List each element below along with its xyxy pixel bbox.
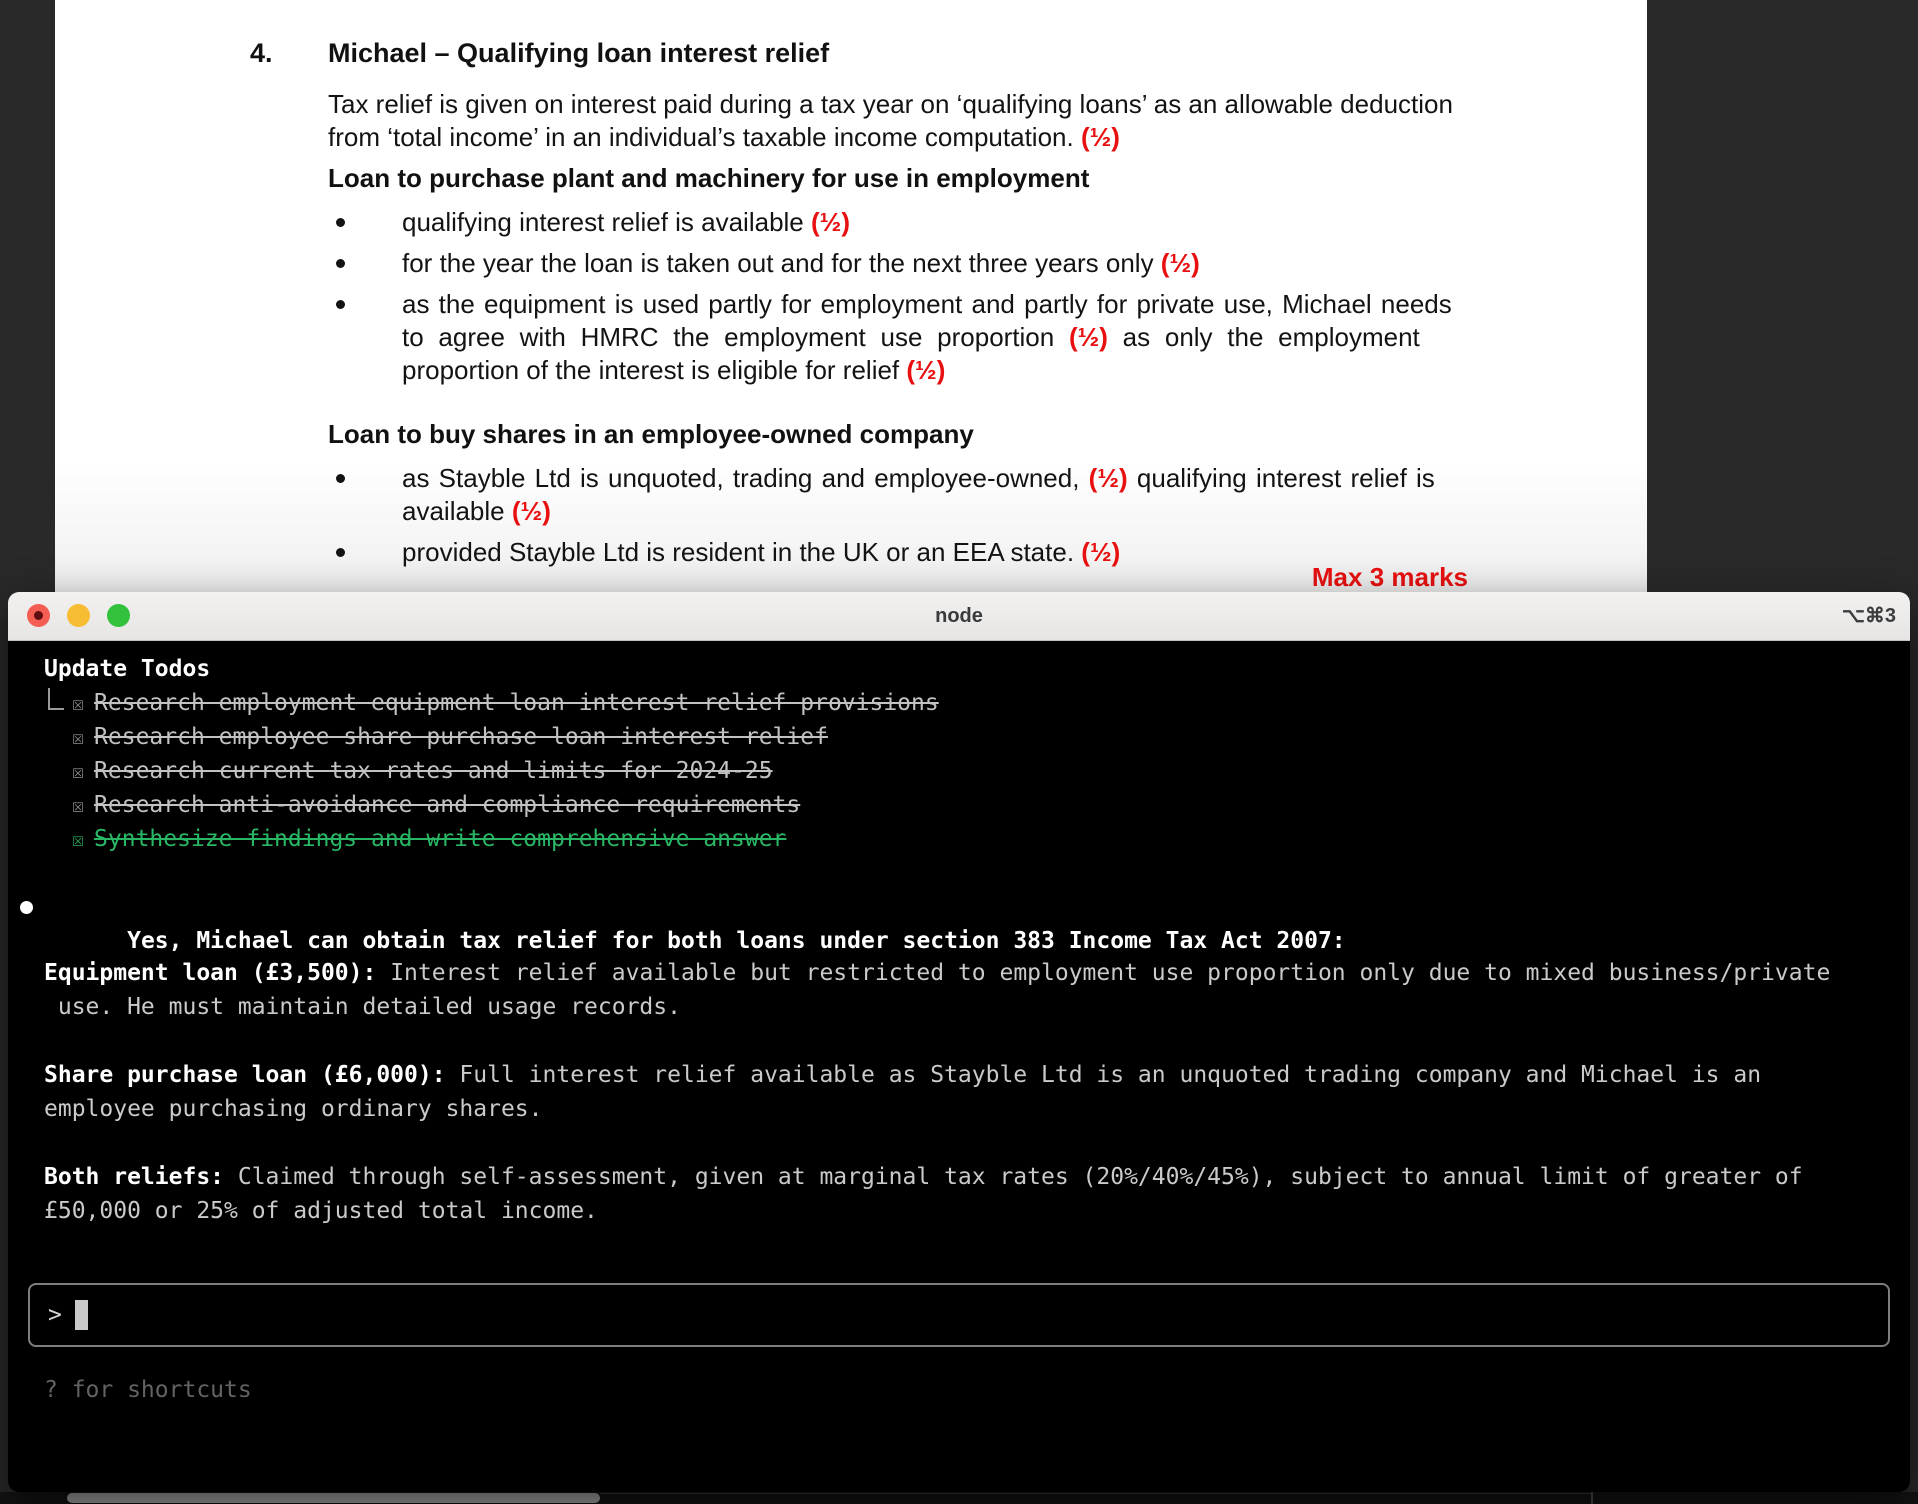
text-segment: from ‘total income’ in an individual’s taxable income computation.	[328, 122, 1081, 152]
document-body	[328, 88, 1468, 577]
window-shortcut-label: ⌥⌘3	[1841, 605, 1896, 627]
answer-lead: Share purchase loan (£6,000):	[44, 1062, 446, 1088]
tool-call-header: Update Todos	[44, 656, 211, 682]
todo-item	[44, 822, 1910, 856]
text-segment: Full interest relief available as Stayble Ltd is an unquoted trading company and Michael is an	[445, 1062, 1762, 1088]
document-page	[55, 0, 1647, 592]
checkbox-checked-icon: ☒	[72, 827, 85, 851]
max-marks-label: Max 3 marks	[1311, 562, 1468, 592]
terminal-line	[44, 1160, 1910, 1194]
todo-label: Synthesize findings and write comprehensive answer	[94, 826, 787, 852]
terminal-titlebar[interactable]	[8, 592, 1910, 641]
text-segment: £50,000 or 25% of adjusted total income.	[44, 1198, 598, 1224]
window-title: node	[935, 605, 983, 627]
window-divider-line	[1591, 1492, 1593, 1504]
mark-annotation: (½)	[811, 207, 850, 237]
mark-annotation: (½)	[1068, 322, 1108, 352]
answer-paragraph	[44, 1160, 1910, 1228]
todo-item	[44, 686, 1910, 720]
text-segment: Claimed through self-assessment, given at marginal tax rates (20%/40%/45%), subject to annual limit of greater of	[224, 1164, 1803, 1190]
todo-label: Research current tax rates and limits for 2024-25	[94, 758, 773, 784]
response-heading: Yes, Michael can obtain tax relief for both loans under section 383 Income Tax Act 2007:	[127, 928, 1346, 954]
text-segment: as the equipment is used partly for employment and partly for private use, Michael needs	[402, 289, 1452, 319]
checkbox-checked-icon: ☒	[72, 725, 85, 749]
text-segment: Interest relief available but restricted to employment use proportion only due to mixed business/private	[376, 960, 1831, 986]
bullet-dot-icon	[336, 259, 345, 268]
todo-label: Research employee share purchase loan interest relief	[94, 724, 828, 750]
answer-lead: Equipment loan (£3,500):	[44, 960, 377, 986]
bullet-item	[328, 247, 1468, 280]
answer-lead: Both reliefs:	[44, 1164, 225, 1190]
question-title: Michael – Qualifying loan interest relief	[328, 38, 830, 68]
bullet-text	[402, 247, 1468, 280]
answer-paragraph	[44, 956, 1910, 1024]
bullet-text	[402, 288, 1468, 387]
horizontal-scrollbar-thumb[interactable]	[67, 1493, 600, 1503]
terminal-line	[44, 956, 1910, 990]
todo-label: Research employment equipment loan interest relief provisions	[94, 690, 939, 716]
doc-line	[402, 462, 1468, 495]
terminal-window	[8, 592, 1910, 1492]
terminal-line	[44, 1092, 1910, 1126]
text-cursor-icon	[75, 1300, 88, 1330]
bullet-dot-icon	[336, 548, 345, 557]
answer-paragraph	[44, 1058, 1910, 1126]
doc-line	[402, 288, 1468, 321]
scrollbar-track	[600, 1493, 1591, 1494]
todo-item	[44, 720, 1910, 754]
todo-item	[44, 754, 1910, 788]
terminal-content	[8, 640, 1910, 1492]
section-heading: Loan to buy shares in an employee-owned company	[328, 419, 974, 449]
text-segment: qualifying interest relief is	[1127, 463, 1435, 493]
text-segment: qualifying interest relief is available	[402, 207, 811, 237]
checkbox-checked-icon: ☒	[72, 759, 85, 783]
doc-line	[328, 88, 1468, 121]
bullet-item	[328, 462, 1468, 528]
checkbox-checked-icon: ☒	[72, 691, 85, 715]
text-segment: employee purchasing ordinary shares.	[44, 1096, 543, 1122]
mark-annotation: (½)	[1088, 463, 1128, 493]
terminal-line	[44, 1194, 1910, 1228]
bullet-dot-icon	[336, 300, 345, 309]
doc-line	[402, 354, 1468, 387]
text-segment: proportion of the interest is eligible for relief	[402, 355, 907, 385]
doc-line	[402, 321, 1468, 354]
response-bullet-icon	[20, 901, 33, 914]
answer-paragraphs	[44, 956, 1910, 1228]
mark-annotation: (½)	[511, 496, 551, 526]
doc-intro-paragraph	[328, 88, 1468, 154]
todo-label: Research anti-avoidance and compliance requirements	[94, 792, 801, 818]
section-heading: Loan to purchase plant and machinery for use in employment	[328, 163, 1090, 193]
bullet-dot-icon	[336, 474, 345, 483]
doc-line	[328, 121, 1468, 154]
terminal-line	[44, 1058, 1910, 1092]
checkbox-checked-icon: ☒	[72, 793, 85, 817]
mark-annotation: (½)	[1081, 537, 1121, 567]
question-number: 4.	[250, 38, 273, 68]
doc-line	[402, 495, 1468, 528]
bullet-dot-icon	[336, 218, 345, 227]
bullet-item	[328, 206, 1468, 239]
bullet-text	[402, 462, 1468, 528]
bullet-text	[402, 206, 1468, 239]
text-segment: as only the employment	[1107, 322, 1420, 352]
response-heading-line	[44, 890, 1910, 954]
text-segment: for the year the loan is taken out and for the next three years only	[402, 248, 1161, 278]
text-segment: to agree with HMRC the employment use proportion	[402, 322, 1069, 352]
text-segment: as Stayble Ltd is unquoted, trading and employee-owned,	[402, 463, 1089, 493]
text-segment: Tax relief is given on interest paid during a tax year on ‘qualifying loans’ as an allowable deduction	[328, 89, 1453, 119]
text-segment: available	[402, 496, 512, 526]
bullet-item	[328, 288, 1468, 387]
doc-line	[402, 247, 1468, 280]
shortcuts-hint: ? for shortcuts	[44, 1377, 252, 1403]
prompt-input[interactable]	[28, 1283, 1890, 1347]
doc-line	[402, 206, 1468, 239]
text-segment: use. He must maintain detailed usage records.	[44, 994, 681, 1020]
terminal-line	[44, 990, 1910, 1024]
mark-annotation: (½)	[1080, 122, 1120, 152]
text-segment: provided Stayble Ltd is resident in the UK or an EEA state.	[402, 537, 1082, 567]
prompt-caret: >	[48, 1302, 62, 1328]
todo-item	[44, 788, 1910, 822]
todo-list	[44, 686, 1910, 856]
todo-connector-icon	[48, 688, 64, 710]
mark-annotation: (½)	[906, 355, 946, 385]
mark-annotation: (½)	[1160, 248, 1200, 278]
